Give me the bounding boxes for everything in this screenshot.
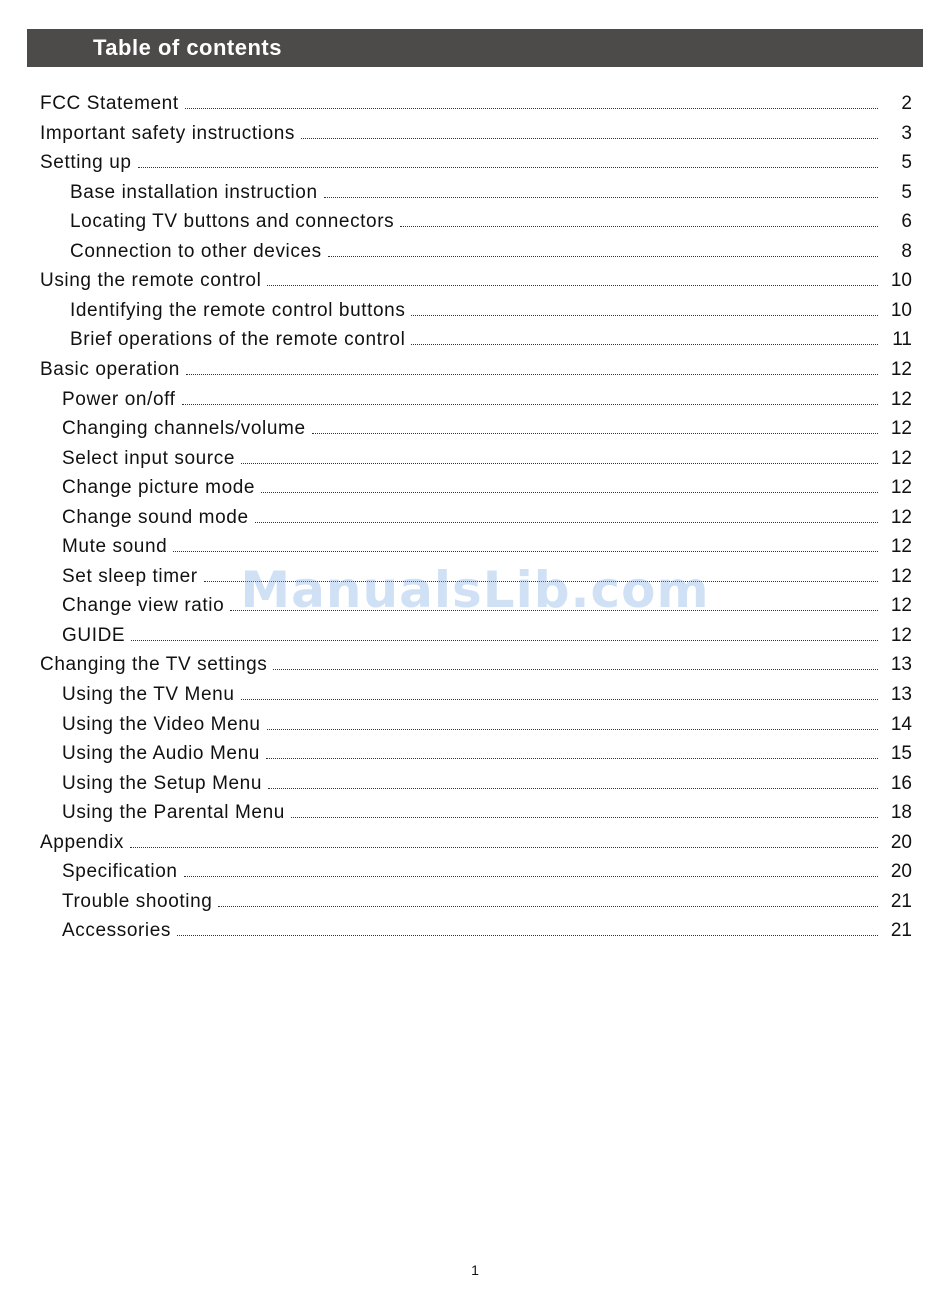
- toc-dot-leader: [301, 138, 878, 139]
- header-bar: [27, 29, 923, 67]
- toc-entry-page: 14: [890, 713, 912, 735]
- toc-entry-label: FCC Statement: [40, 93, 179, 114]
- toc-entry[interactable]: [40, 90, 912, 116]
- toc-entry[interactable]: [40, 120, 912, 146]
- toc-entry-label: Using the Parental Menu: [62, 802, 285, 824]
- toc-entry-label: Power on/off: [62, 388, 176, 410]
- toc-entry-label: Locating TV buttons and connectors: [70, 211, 395, 233]
- toc-entry[interactable]: [40, 799, 912, 825]
- toc-dot-leader: [241, 463, 878, 464]
- toc-entry-label: Set sleep timer: [62, 565, 198, 587]
- toc-entry-page: 10: [890, 299, 912, 321]
- toc-dot-leader: [266, 758, 878, 759]
- toc-entry-label: Change sound mode: [62, 506, 249, 528]
- toc-dot-leader: [312, 433, 878, 434]
- toc-entry-label: Change view ratio: [62, 595, 225, 617]
- toc-entry-page: 6: [901, 211, 912, 233]
- toc-dot-leader: [218, 906, 878, 907]
- toc-dot-leader: [267, 729, 878, 730]
- toc-entry[interactable]: [40, 858, 912, 884]
- toc-dot-leader: [291, 817, 878, 818]
- toc-dot-leader: [177, 935, 878, 936]
- toc-entry-label: Trouble shooting: [62, 890, 213, 912]
- toc-entry-page: 12: [890, 477, 912, 499]
- toc-entry-label: Connection to other devices: [70, 240, 322, 262]
- toc-dot-leader: [324, 197, 878, 198]
- toc-dot-leader: [186, 374, 878, 375]
- toc-entry-page: 20: [890, 861, 912, 883]
- toc-entry-page: 21: [890, 890, 912, 912]
- toc-entry[interactable]: [40, 504, 912, 530]
- toc-entry-page: 5: [901, 152, 912, 174]
- toc-entry[interactable]: [40, 445, 912, 471]
- toc-entry-label: Accessories: [62, 920, 172, 942]
- toc-entry-label: Changing channels/volume: [62, 418, 306, 440]
- toc-entry[interactable]: [40, 267, 912, 293]
- toc-entry-label: Appendix: [40, 831, 125, 853]
- toc-dot-leader: [130, 847, 878, 848]
- toc-entry[interactable]: [40, 415, 912, 441]
- toc-entry-page: 12: [890, 506, 912, 528]
- page-title: Table of contents: [93, 35, 282, 60]
- toc-dot-leader: [173, 551, 878, 552]
- toc-dot-leader: [204, 581, 878, 582]
- toc-entry-label: Important safety instructions: [40, 122, 296, 144]
- toc-entry-label: Basic operation: [40, 358, 180, 380]
- toc-entry-label: Using the Video Menu: [62, 713, 261, 735]
- toc-entry-label: Using the Audio Menu: [62, 743, 260, 765]
- toc-entry-page: 13: [890, 654, 912, 676]
- toc-entry-page: 12: [890, 565, 912, 587]
- toc-entry[interactable]: [40, 740, 912, 766]
- toc-dot-leader: [400, 226, 878, 227]
- toc-entry-label: GUIDE: [62, 624, 126, 646]
- toc-entry-page: 21: [890, 920, 912, 942]
- toc-entry-page: 11: [892, 329, 912, 351]
- toc-entry-label: Mute sound: [62, 536, 168, 558]
- toc-entry-label: Changing the TV settings: [40, 654, 268, 676]
- toc-entry[interactable]: [40, 208, 912, 234]
- toc-dot-leader: [255, 522, 878, 523]
- toc-entry-page: 12: [890, 624, 912, 646]
- toc-entry-page: 5: [901, 181, 912, 203]
- toc-entry-label: Using the TV Menu: [62, 684, 235, 705]
- toc-entry-label: Brief operations of the remote control: [70, 329, 406, 351]
- toc-entry-label: Using the Setup Menu: [62, 772, 263, 794]
- toc-entry[interactable]: [40, 179, 912, 205]
- toc-entry-page: 12: [890, 418, 912, 440]
- toc-dot-leader: [273, 669, 878, 670]
- toc-entry[interactable]: [40, 651, 912, 677]
- toc-entry-page: 3: [901, 122, 912, 144]
- toc-entry[interactable]: [40, 563, 912, 589]
- toc-dot-leader: [131, 640, 878, 641]
- toc-entry-page: 8: [901, 240, 912, 262]
- toc-dot-leader: [230, 610, 878, 611]
- toc-entry[interactable]: [40, 149, 912, 175]
- toc-entry-label: Identifying the remote control buttons: [70, 299, 406, 321]
- toc-entry[interactable]: [40, 592, 912, 618]
- toc-entry[interactable]: [40, 386, 912, 412]
- toc-entry-label: Select input source: [62, 447, 235, 469]
- toc-entry-page: 12: [890, 358, 912, 380]
- toc-entry[interactable]: [40, 356, 912, 382]
- toc-dot-leader: [185, 108, 878, 109]
- toc-entry[interactable]: [40, 297, 912, 323]
- toc-entry-page: 12: [890, 595, 912, 617]
- toc-dot-leader: [411, 315, 878, 316]
- toc-entry[interactable]: [40, 533, 912, 559]
- toc-entry-label: Base installation instruction: [70, 181, 318, 203]
- toc-dot-leader: [411, 344, 878, 345]
- toc-entry-page: 12: [890, 447, 912, 469]
- toc-entry-page: 12: [890, 536, 912, 558]
- watermark: ManualsLib.com: [240, 561, 710, 619]
- toc-dot-leader: [138, 167, 878, 168]
- toc-entry-label: Setting up: [40, 152, 132, 174]
- toc-dot-leader: [267, 285, 878, 286]
- toc-entry-page: 18: [890, 802, 912, 824]
- toc-entry[interactable]: [40, 917, 912, 943]
- toc-dot-leader: [328, 256, 878, 257]
- toc-entry-page: 20: [890, 831, 912, 853]
- toc-dot-leader: [184, 876, 878, 877]
- toc-dot-leader: [241, 699, 879, 700]
- toc-entry[interactable]: [40, 326, 912, 352]
- toc-entry-label: Change picture mode: [62, 477, 256, 499]
- toc-entry[interactable]: [40, 770, 912, 796]
- toc-entry[interactable]: [40, 238, 912, 264]
- toc-entry-page: 12: [890, 388, 912, 410]
- toc-entry-page: 16: [890, 772, 912, 794]
- toc-entry[interactable]: [40, 681, 912, 707]
- page-number: 1: [471, 1262, 479, 1278]
- toc-entry[interactable]: [40, 829, 912, 855]
- toc-entry-label: Using the remote control: [40, 270, 262, 292]
- toc-entry-label: Specification: [62, 861, 178, 883]
- toc-dot-leader: [261, 492, 878, 493]
- toc-entry[interactable]: [40, 711, 912, 737]
- toc-entry[interactable]: [40, 888, 912, 914]
- toc-entry[interactable]: [40, 474, 912, 500]
- toc-dot-leader: [268, 788, 878, 789]
- toc-entry-page: 2: [901, 93, 912, 114]
- toc-entry-page: 13: [890, 684, 912, 705]
- toc-entry-page: 10: [890, 270, 912, 292]
- toc-entry-page: 15: [890, 743, 912, 765]
- toc-entry[interactable]: [40, 622, 912, 648]
- toc-dot-leader: [182, 404, 878, 405]
